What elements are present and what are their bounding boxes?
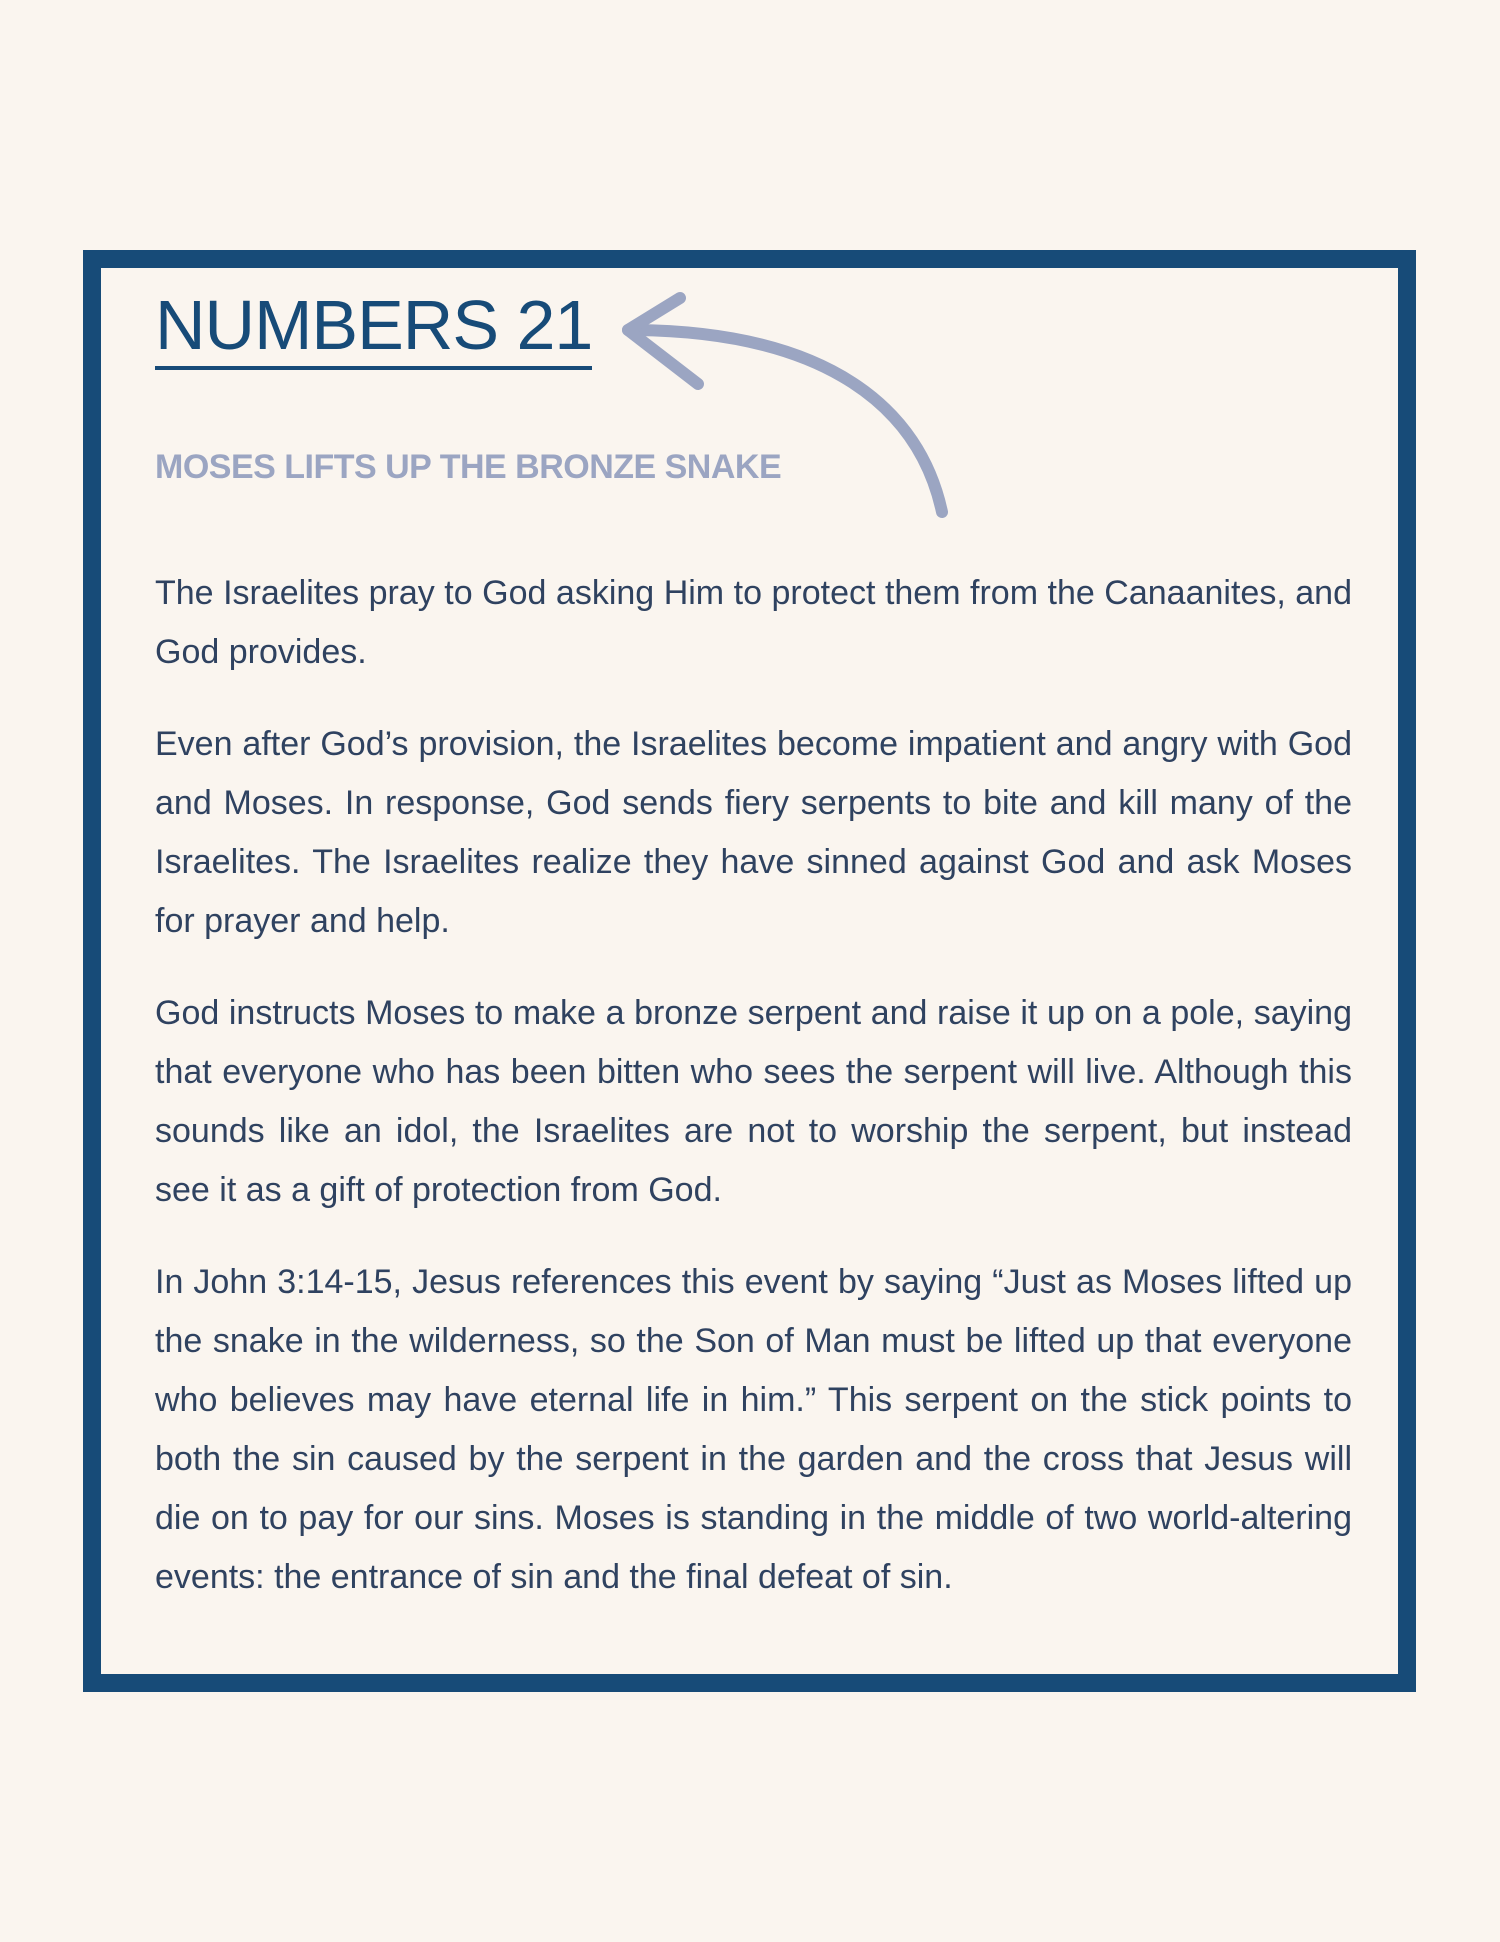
- body-text: [155, 564, 1352, 1640]
- paragraph-1: The Israelites pray to God asking Him to protect them from the Canaanites, and God provides.: [155, 574, 1352, 671]
- paragraph-2: Even after God’s provision, the Israelites become impatient and angry with God and Moses. In response, God sends fiery serpents to bite and kill many of the Israelites. The Israelites realize they have sinned against God and ask Moses for prayer and help.: [155, 725, 1352, 940]
- section-subtitle: MOSES LIFTS UP THE BRONZE SNAKE: [155, 448, 782, 486]
- paragraph-3: God instructs Moses to make a bronze serpent and raise it up on a pole, saying that everyone who has been bitten who sees the serpent will live. Although this sounds like an idol, the Israelites are not to worship the serpent, but instead see it as a gift of protection from God.: [155, 994, 1352, 1209]
- curved-arrow-icon: [620, 290, 960, 530]
- paragraph-4: In John 3:14-15, Jesus references this event by saying “Just as Moses lifted up the snake in the wilderness, so the Son of Man must be lifted up that everyone who believes may have eternal life in him.” This serpent on the stick points to both the sin caused by the serpent in the garden and the cross that Jesus will die on to pay for our sins. Moses is standing in the middle of two world-altering events: the entrance of sin and the final defeat of sin.: [155, 1263, 1352, 1596]
- page-title: NUMBERS 21: [155, 290, 592, 370]
